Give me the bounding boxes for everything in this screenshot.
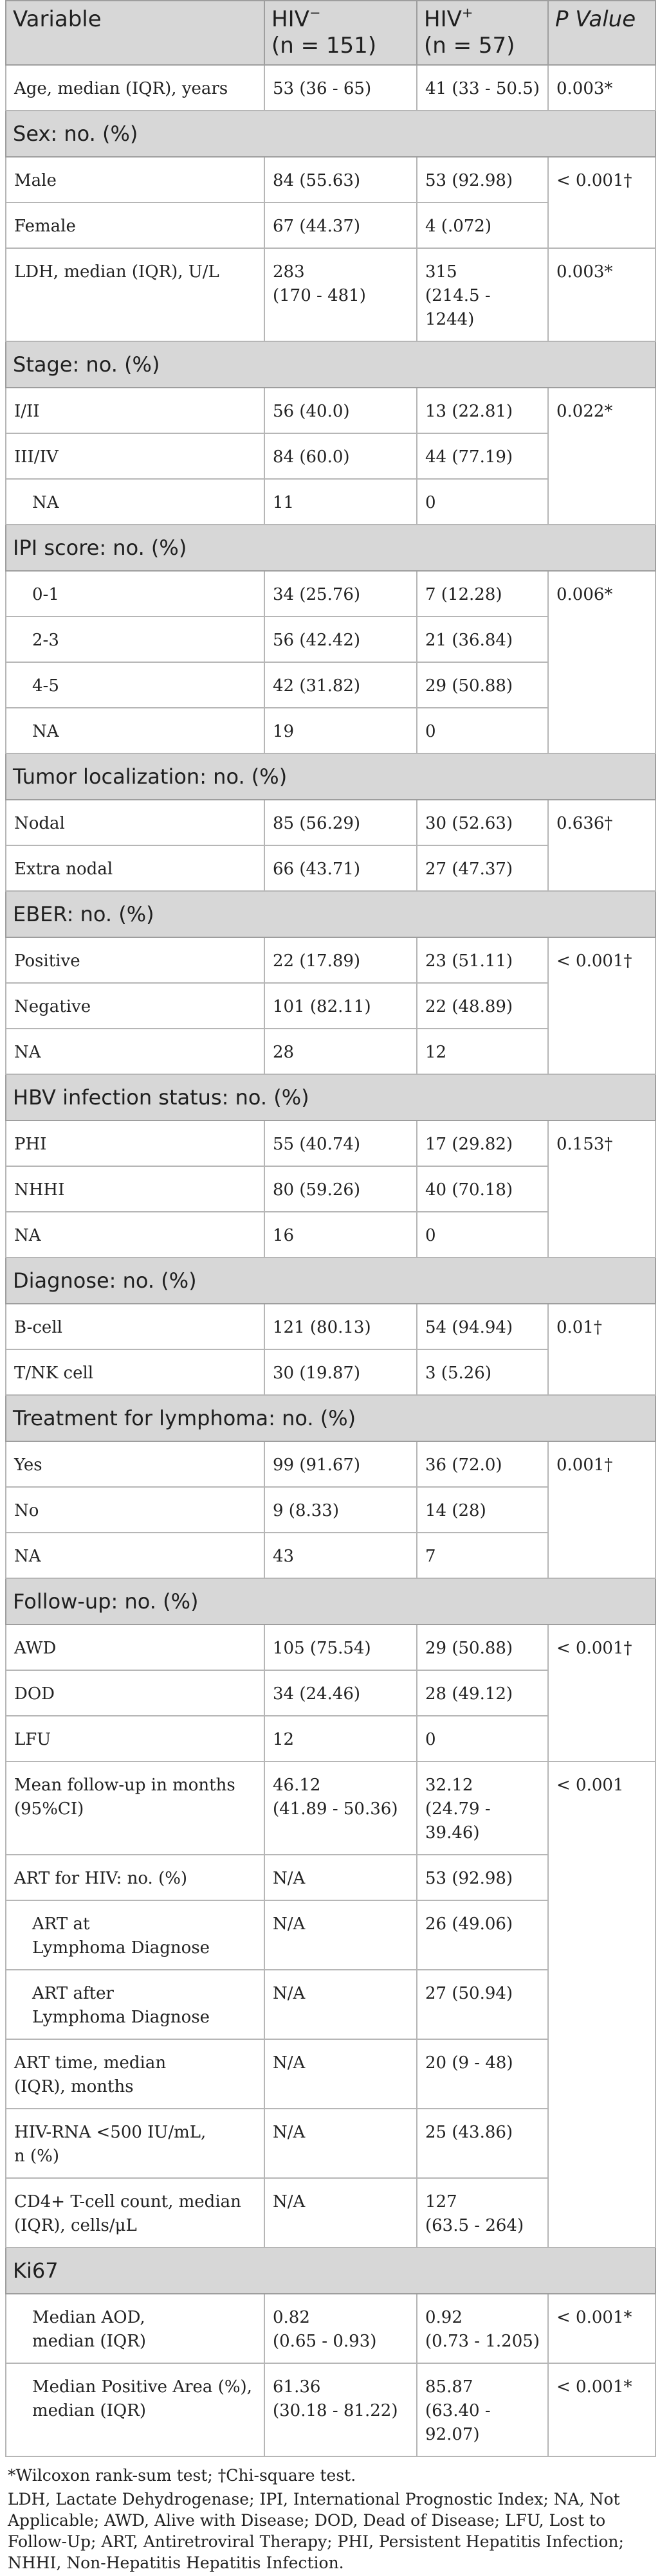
section-header-row — [6, 891, 655, 937]
hiv-negative-value: 46.12 (41.89 - 50.36) — [264, 1761, 417, 1855]
hiv-negative-value: 34 (25.76) — [264, 571, 417, 617]
row-label: Male — [6, 157, 264, 203]
hiv-negative-value: 283 (170 - 481) — [264, 248, 417, 341]
hiv-positive-value: 30 (52.63) — [417, 800, 548, 845]
hiv-negative-value: N/A — [264, 1900, 417, 1970]
row-label: DOD — [6, 1670, 264, 1716]
hiv-negative-value: 121 (80.13) — [264, 1304, 417, 1349]
row-label: III/IV — [6, 433, 264, 479]
row-label: ART at Lymphoma Diagnose — [6, 1900, 264, 1970]
row-label: ART after Lymphoma Diagnose — [6, 1970, 264, 2039]
section-title: IPI score: no. (%) — [6, 525, 655, 571]
section-header-row — [6, 341, 655, 388]
p-value: < 0.001* — [548, 2294, 655, 2363]
row-label: NA — [6, 1029, 264, 1074]
table-page — [5, 0, 655, 2576]
row-label: CD4+ T-cell count, median (IQR), cells/μL — [6, 2178, 264, 2247]
hiv-negative-value: 85 (56.29) — [264, 800, 417, 845]
hiv-negative-value: 34 (24.46) — [264, 1670, 417, 1716]
hiv-positive-value: 29 (50.88) — [417, 662, 548, 708]
p-value: 0.636† — [548, 800, 655, 891]
table-row — [6, 157, 655, 203]
section-title: HBV infection status: no. (%) — [6, 1074, 655, 1121]
table-row — [6, 1625, 655, 1670]
p-value: < 0.001† — [548, 157, 655, 248]
section-header-row — [6, 1074, 655, 1121]
p-value: < 0.001* — [548, 2363, 655, 2456]
hiv-negative-value: 19 — [264, 708, 417, 753]
table-row — [6, 1441, 655, 1487]
section-title: Sex: no. (%) — [6, 111, 655, 157]
hiv-negative-value: 22 (17.89) — [264, 937, 417, 983]
row-label: Negative — [6, 983, 264, 1029]
hiv-negative-value: 101 (82.11) — [264, 983, 417, 1029]
row-label: HIV-RNA <500 IU/mL, n (%) — [6, 2109, 264, 2178]
row-label: I/II — [6, 388, 264, 433]
hiv-positive-value: 17 (29.82) — [417, 1121, 548, 1166]
hiv-positive-value: 53 (92.98) — [417, 1855, 548, 1900]
section-title: Ki67 — [6, 2247, 655, 2294]
hiv-negative-value: 66 (43.71) — [264, 845, 417, 891]
p-value: 0.001† — [548, 1441, 655, 1578]
section-header-row — [6, 1578, 655, 1625]
p-value: 0.003* — [548, 65, 655, 111]
table-row — [6, 248, 655, 341]
hiv-positive-value: 0 — [417, 1212, 548, 1257]
hiv-negative-value: 53 (36 - 65) — [264, 65, 417, 111]
row-label: T/NK cell — [6, 1349, 264, 1395]
table-row — [6, 2294, 655, 2363]
footnote-abbreviations: LDH, Lactate Dehydrogenase; IPI, International Prognostic Index; NA, Not Applicable; AWD, Alive with Disease; DOD, Dead of Disease; LFU, Lost to Follow-Up; ART, Antiretroviral Therapy; PHI, Persistent Hepatitis Infection; NHHI, Non-Hepatitis Hepatitis Infection. — [8, 2490, 624, 2572]
hiv-positive-value: 26 (49.06) — [417, 1900, 548, 1970]
hiv-positive-value: 53 (92.98) — [417, 157, 548, 203]
hiv-positive-value: 21 (36.84) — [417, 617, 548, 662]
hiv-positive-value: 29 (50.88) — [417, 1625, 548, 1670]
hiv-positive-value: 14 (28) — [417, 1487, 548, 1533]
table-footnotes — [5, 2457, 655, 2573]
p-value: 0.003* — [548, 248, 655, 341]
patient-characteristics-table — [5, 0, 656, 2457]
footnote-tests: *Wilcoxon rank-sum test; †Chi-square test. — [8, 2466, 356, 2485]
hiv-negative-value: 12 — [264, 1716, 417, 1761]
table-row — [6, 1761, 655, 1855]
p-value: 0.022* — [548, 388, 655, 525]
row-label: Median AOD, median (IQR) — [6, 2294, 264, 2363]
row-label: Median Positive Area (%), median (IQR) — [6, 2363, 264, 2456]
hiv-positive-value: 127 (63.5 - 264) — [417, 2178, 548, 2247]
hiv-negative-value: 55 (40.74) — [264, 1121, 417, 1166]
table-row — [6, 800, 655, 845]
row-label: No — [6, 1487, 264, 1533]
hiv-negative-value: 43 — [264, 1533, 417, 1578]
table-row — [6, 2363, 655, 2456]
row-label: 0-1 — [6, 571, 264, 617]
hiv-negative-value: 28 — [264, 1029, 417, 1074]
hiv-negative-value: N/A — [264, 1970, 417, 2039]
hiv-positive-value: 3 (5.26) — [417, 1349, 548, 1395]
hiv-negative-value: 9 (8.33) — [264, 1487, 417, 1533]
hiv-positive-value: 27 (50.94) — [417, 1970, 548, 2039]
hiv-negative-value: 42 (31.82) — [264, 662, 417, 708]
row-label: NA — [6, 1212, 264, 1257]
hiv-negative-value: 61.36 (30.18 - 81.22) — [264, 2363, 417, 2456]
row-label: Nodal — [6, 800, 264, 845]
section-title: Treatment for lymphoma: no. (%) — [6, 1395, 655, 1441]
row-label: B-cell — [6, 1304, 264, 1349]
row-label: NA — [6, 1533, 264, 1578]
hiv-negative-value: 30 (19.87) — [264, 1349, 417, 1395]
table-row — [6, 937, 655, 983]
hiv-positive-value: 41 (33 - 50.5) — [417, 65, 548, 111]
hiv-positive-value: 0 — [417, 708, 548, 753]
p-value: < 0.001† — [548, 937, 655, 1074]
hiv-positive-value: 44 (77.19) — [417, 433, 548, 479]
row-label: 4-5 — [6, 662, 264, 708]
row-label: ART for HIV: no. (%) — [6, 1855, 264, 1900]
table-row — [6, 1121, 655, 1166]
section-title: Follow-up: no. (%) — [6, 1578, 655, 1625]
p-value: < 0.001 — [548, 1761, 655, 2247]
section-header-row — [6, 1257, 655, 1304]
row-label: 2-3 — [6, 617, 264, 662]
hiv-positive-value: 315 (214.5 - 1244) — [417, 248, 548, 341]
hiv-negative-value: 56 (40.0) — [264, 388, 417, 433]
header-hiv-negative: HIV− (n = 151) — [264, 1, 417, 65]
hiv-positive-value: 23 (51.11) — [417, 937, 548, 983]
section-header-row — [6, 1395, 655, 1441]
hiv-positive-value: 0 — [417, 479, 548, 525]
row-label: Female — [6, 203, 264, 248]
hiv-positive-value: 85.87 (63.40 - 92.07) — [417, 2363, 548, 2456]
row-label: PHI — [6, 1121, 264, 1166]
p-value: 0.153† — [548, 1121, 655, 1257]
table-header-row — [6, 1, 655, 65]
hiv-positive-value: 32.12 (24.79 - 39.46) — [417, 1761, 548, 1855]
hiv-negative-value: 11 — [264, 479, 417, 525]
hiv-positive-value: 0 — [417, 1716, 548, 1761]
hiv-negative-value: 0.82 (0.65 - 0.93) — [264, 2294, 417, 2363]
hiv-positive-value: 54 (94.94) — [417, 1304, 548, 1349]
hiv-positive-value: 20 (9 - 48) — [417, 2039, 548, 2109]
row-label: ART time, median (IQR), months — [6, 2039, 264, 2109]
section-header-row — [6, 753, 655, 800]
p-value: 0.006* — [548, 571, 655, 753]
hiv-positive-value: 4 (.072) — [417, 203, 548, 248]
section-header-row — [6, 111, 655, 157]
section-title: EBER: no. (%) — [6, 891, 655, 937]
section-title: Tumor localization: no. (%) — [6, 753, 655, 800]
section-header-row — [6, 2247, 655, 2294]
row-label: NHHI — [6, 1166, 264, 1212]
hiv-negative-value: 67 (44.37) — [264, 203, 417, 248]
hiv-negative-value: 99 (91.67) — [264, 1441, 417, 1487]
hiv-positive-value: 7 (12.28) — [417, 571, 548, 617]
table-row — [6, 65, 655, 111]
hiv-negative-value: N/A — [264, 1855, 417, 1900]
row-label: LDH, median (IQR), U/L — [6, 248, 264, 341]
row-label: Yes — [6, 1441, 264, 1487]
header-variable: Variable — [6, 1, 264, 65]
hiv-positive-value: 12 — [417, 1029, 548, 1074]
hiv-negative-value: N/A — [264, 2039, 417, 2109]
row-label: Positive — [6, 937, 264, 983]
row-label: NA — [6, 708, 264, 753]
hiv-positive-value: 13 (22.81) — [417, 388, 548, 433]
row-label: Extra nodal — [6, 845, 264, 891]
hiv-positive-value: 0.92 (0.73 - 1.205) — [417, 2294, 548, 2363]
header-hiv-positive: HIV+ (n = 57) — [417, 1, 548, 65]
section-title: Stage: no. (%) — [6, 341, 655, 388]
p-value: 0.01† — [548, 1304, 655, 1395]
hiv-positive-value: 28 (49.12) — [417, 1670, 548, 1716]
hiv-negative-value: 16 — [264, 1212, 417, 1257]
hiv-negative-value: 105 (75.54) — [264, 1625, 417, 1670]
hiv-positive-value: 22 (48.89) — [417, 983, 548, 1029]
hiv-negative-value: N/A — [264, 2109, 417, 2178]
p-value: < 0.001† — [548, 1625, 655, 1761]
hiv-negative-value: 84 (60.0) — [264, 433, 417, 479]
header-p-value: P Value — [548, 1, 655, 65]
hiv-positive-value: 27 (47.37) — [417, 845, 548, 891]
section-title: Diagnose: no. (%) — [6, 1257, 655, 1304]
hiv-negative-value: N/A — [264, 2178, 417, 2247]
table-row — [6, 388, 655, 433]
row-label: Age, median (IQR), years — [6, 65, 264, 111]
hiv-positive-value: 40 (70.18) — [417, 1166, 548, 1212]
table-row — [6, 571, 655, 617]
hiv-positive-value: 25 (43.86) — [417, 2109, 548, 2178]
hiv-negative-value: 84 (55.63) — [264, 157, 417, 203]
section-header-row — [6, 525, 655, 571]
row-label: NA — [6, 479, 264, 525]
row-label: Mean follow-up in months (95%CI) — [6, 1761, 264, 1855]
hiv-positive-value: 7 — [417, 1533, 548, 1578]
hiv-negative-value: 80 (59.26) — [264, 1166, 417, 1212]
table-row — [6, 1304, 655, 1349]
hiv-positive-value: 36 (72.0) — [417, 1441, 548, 1487]
hiv-negative-value: 56 (42.42) — [264, 617, 417, 662]
row-label: AWD — [6, 1625, 264, 1670]
row-label: LFU — [6, 1716, 264, 1761]
